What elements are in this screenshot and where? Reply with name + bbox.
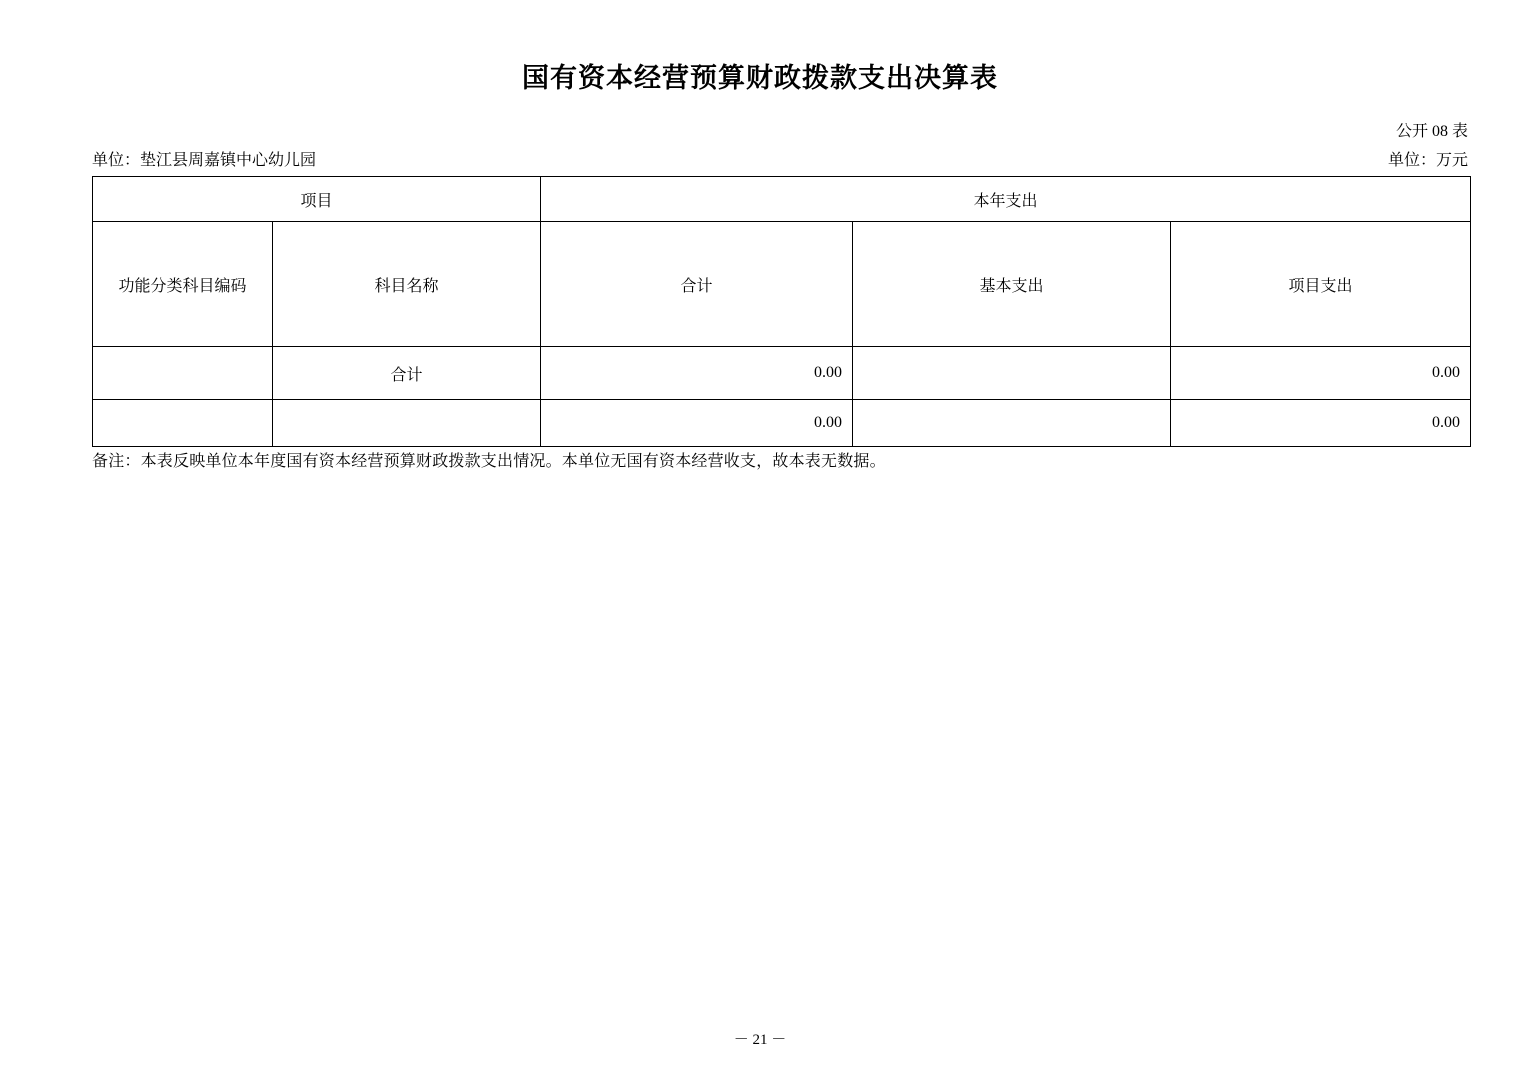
amount-unit-label: 单位：万元 <box>1387 152 1468 169</box>
budget-expenditure-table <box>92 176 1471 447</box>
table-header-group-row <box>93 177 1471 222</box>
column-header-total: 合计 <box>541 222 853 347</box>
page-title: 国有资本经营预算财政拨款支出决算表 <box>522 63 998 93</box>
cell-basic-expenditure <box>853 347 1171 400</box>
unit-label: 单位：垫江县周嘉镇中心幼儿园 <box>92 152 317 169</box>
cell-subject-name <box>273 400 541 447</box>
table-row <box>93 347 1471 400</box>
meta-row <box>0 147 1520 169</box>
cell-function-code <box>93 400 273 447</box>
column-header-project-expenditure: 项目支出 <box>1171 222 1471 347</box>
column-header-subject-name: 科目名称 <box>273 222 541 347</box>
table-note: 备注：本表反映单位本年度国有资本经营预算财政拨款支出情况。本单位无国有资本经营收支，故本表无数据。 <box>92 453 886 470</box>
cell-subject-name: 合计 <box>273 347 541 400</box>
column-header-function-code: 功能分类科目编码 <box>93 222 273 347</box>
header-group-project: 项目 <box>93 177 541 222</box>
form-number: 公开 08 表 <box>1395 123 1468 140</box>
column-header-basic-expenditure: 基本支出 <box>853 222 1171 347</box>
cell-project-expenditure: 0.00 <box>1171 347 1471 400</box>
cell-function-code <box>93 347 273 400</box>
cell-basic-expenditure <box>853 400 1171 447</box>
table-row <box>93 400 1471 447</box>
cell-project-expenditure: 0.00 <box>1171 400 1471 447</box>
cell-total: 0.00 <box>541 400 853 447</box>
table-header-row <box>93 222 1471 347</box>
cell-total: 0.00 <box>541 347 853 400</box>
page-number: － 21 － <box>733 1032 787 1048</box>
header-group-current-year: 本年支出 <box>541 177 1471 222</box>
